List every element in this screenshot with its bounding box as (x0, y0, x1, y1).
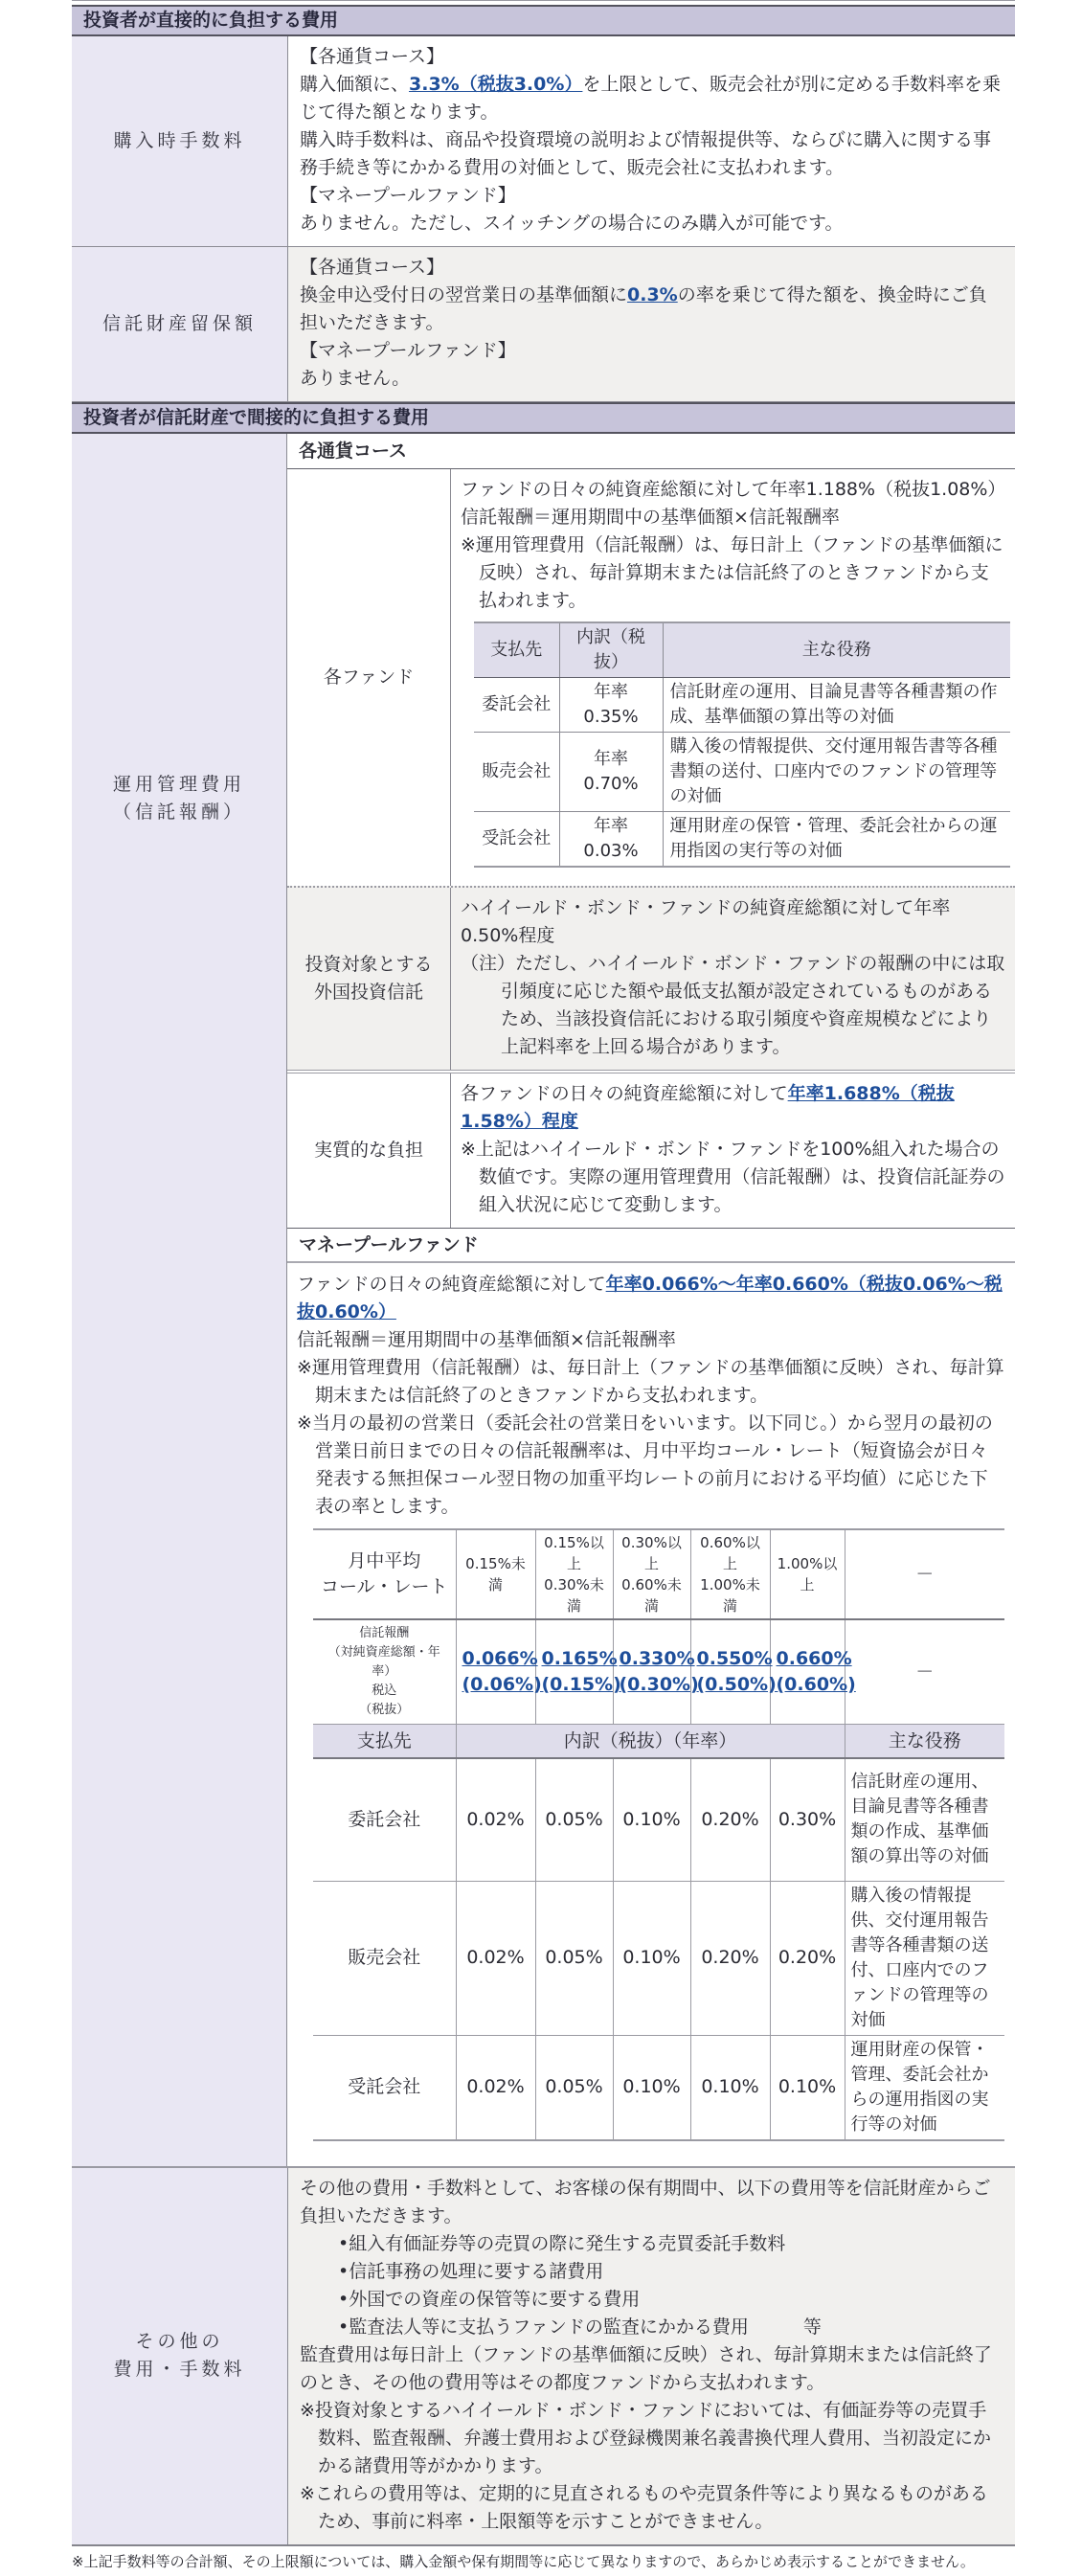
role-cell: 運用財産の保管・管理、委託会社からの運用指図の実行等の対価 (845, 2035, 1004, 2140)
bullet-item: •監査法人等に支払うファンドの監査にかかる費用 等 (338, 2316, 822, 2338)
purchase-fee-content (288, 36, 1015, 246)
paragraph: 信託報酬＝運用期間中の基準価額×信託報酬率 (461, 507, 840, 528)
row-label-purchase-fee (72, 36, 288, 246)
row-management-fee (72, 434, 1015, 2168)
foreign-trust-content (451, 888, 1015, 1070)
col-header-payee: 支払先 (313, 1725, 456, 1759)
rate-cell: 0.05% (535, 2035, 613, 2140)
note-paragraph: ※当月の最初の営業日（委託会社の営業日をいいます。以下同じ。）から翌月の最初の営業日前日までの日々の信託報酬率は、月中平均コール・レート（短資協会が日々発表する無担保コール翌日物の加重平均レートの前月における平均値）に応じた下表の率とします。 (297, 1412, 993, 1517)
bullet-item: •組入有価証券等の売買の際に発生する売買委託手数料 (338, 2232, 786, 2254)
paragraph (300, 282, 1003, 337)
row-label-text: 購入時手数料 (113, 130, 246, 151)
sublabel-text-line1: 投資対象とする (304, 954, 433, 975)
sublabel-foreign-trust (287, 888, 451, 1070)
rate-cell: 0.10% (613, 1758, 690, 1881)
fee-value-cell (690, 1619, 777, 1725)
course-heading: 【各通貨コース】 (300, 46, 445, 67)
bracket-cell (690, 1529, 770, 1619)
table-header-row (474, 622, 1010, 678)
rate-cell: 0.05% (535, 1758, 613, 1881)
section-band-direct-costs: 投資者が直接的に負担する費用 (72, 5, 1015, 36)
paragraph (297, 1271, 1005, 1326)
text-run: 購入価額に、 (300, 74, 410, 95)
text-run: 信託報酬 (359, 1626, 410, 1640)
paragraph: その他の費用・手数料として、お客様の保有期間中、以下の費用等を信託財産からご負担いただきます。 (300, 2177, 991, 2226)
moneypool-rate-table (313, 1528, 1004, 2141)
note-paragraph: ※投資対象とするハイイールド・ボンド・ファンドにおいては、有価証券等の売買手数料、監査報酬、弁護士費用および登録機関兼名義書換代理人費用、当初設定にかかる諸費用等がかかります。 (300, 2399, 992, 2476)
paragraph: ありません。ただし、スイッチングの場合にのみ購入が可能です。 (300, 213, 844, 234)
text-run: 税込 (372, 1683, 397, 1698)
rate-cell: 0.05% (535, 1881, 613, 2035)
rate-cell: 年率0.03% (559, 812, 663, 868)
rate-cell: 0.10% (770, 2035, 845, 2140)
sublabel-text-line2: 外国投資信託 (313, 982, 423, 1003)
text-run: コール・レート (320, 1576, 448, 1597)
moneypool-heading: 【マネープールファンド】 (300, 340, 516, 361)
emphasized-rate: 3.3%（税抜3.0%） (409, 74, 583, 95)
row-purchase-fee (72, 36, 1015, 247)
text-run: 0.30%以上 (621, 1534, 682, 1572)
call-rate-label-cell (313, 1529, 456, 1619)
fee-excl-value: (0.60%) (776, 1674, 856, 1695)
moneypool-subheader: マネープールファンド (287, 1228, 1015, 1263)
rate-cell: 0.10% (613, 2035, 690, 2140)
trust-fee-label-cell (313, 1619, 456, 1725)
note-paragraph: ※これらの費用等は、定期的に見直されるものや売買条件等により異なるものがあるため、事前に料率・上限額等を示すことができません。 (300, 2482, 988, 2532)
emphasized-rate: 年率1.688%（税抜1.58%）程度 (461, 1083, 955, 1132)
rate-cell: 0.10% (613, 1881, 690, 2035)
text-run: を上限として、販売会社が別に定める手数料率を乗じて得た額となります。 (300, 74, 1002, 123)
text-run: 0.15%未満 (465, 1555, 526, 1593)
currency-course-subheader: 各通貨コース (287, 434, 1015, 469)
each-fund-content (451, 469, 1015, 886)
sublabel-effective-burden (287, 1073, 451, 1228)
paragraph: ありません。 (300, 368, 411, 389)
paragraph: 監査費用は毎日計上（ファンドの基準価額に反映）され、毎計算期末または信託終了のとき、その他の費用等はその都度ファンドから支払われます。 (300, 2343, 992, 2393)
table-row (313, 1881, 1004, 2035)
table-row (474, 733, 1010, 812)
payee-header-row (313, 1725, 1004, 1759)
rate-cell: 年率0.35% (559, 678, 663, 733)
text-run: 0.60%未満 (621, 1576, 682, 1615)
fee-incl-value: 0.330% (619, 1648, 695, 1669)
role-cell: 購入後の情報提供、交付運用報告書等各種書類の送付、口座内でのファンドの管理等の対価 (845, 1881, 1004, 2035)
row-label-management-fee (72, 434, 287, 2166)
col-header-breakdown: 内訳（税抜）（年率） (456, 1725, 845, 1759)
fee-excl-value: (0.06%) (462, 1674, 542, 1695)
note-paragraph: ※上記はハイイールド・ボンド・ファンドを100%組入れた場合の数値です。実際の運用管理費用（信託報酬）は、投資信託証券の組入状況に応じて変動します。 (461, 1139, 1005, 1215)
note-paragraph: （注）ただし、ハイイールド・ボンド・ファンドの報酬の中には取引頻度に応じた額や最低支払額が設定されているものがあるため、当該投資信託における取引頻度や資産規模などにより上記料率を上回る場合があります。 (461, 953, 1005, 1057)
text-run: 0.60%以上 (700, 1534, 760, 1572)
fee-excl-value: (0.15%) (541, 1674, 621, 1695)
sublabel-each-fund (287, 469, 451, 886)
rate-cell: 0.20% (690, 1758, 770, 1881)
other-fees-content (288, 2168, 1015, 2544)
table-row (474, 812, 1010, 868)
note-paragraph: ※運用管理費用（信託報酬）は、毎日計上（ファンドの基準価額に反映）され、毎計算期末または信託終了のときファンドから支払われます。 (461, 534, 1003, 611)
table-row (313, 2035, 1004, 2140)
dash-cell: － (845, 1529, 1004, 1619)
row-retention-amount (72, 247, 1015, 402)
text-run: ファンドの日々の純資産総額に対して (297, 1274, 606, 1295)
table-row (474, 678, 1010, 733)
col-header-role: 主な役務 (663, 622, 1010, 678)
fund-fee-breakdown-table (474, 621, 1010, 868)
fee-incl-value: 0.165% (541, 1648, 618, 1669)
bullet-item: •外国での資産の保管等に要する費用 (338, 2288, 641, 2310)
bracket-cell (613, 1529, 690, 1619)
paragraph: ハイイールド・ボンド・ファンドの純資産総額に対して年率0.50%程度 (461, 897, 951, 946)
subrow-effective-burden (287, 1070, 1015, 1228)
effective-burden-content (451, 1073, 1015, 1228)
management-fee-content (287, 434, 1015, 2166)
role-cell: 信託財産の運用、目論見書等各種書類の作成、基準価額の算出等の対価 (845, 1758, 1004, 1881)
subrow-foreign-trust (287, 886, 1015, 1070)
rate-cell: 0.02% (456, 1758, 535, 1881)
fee-value-cell (770, 1619, 856, 1725)
bracket-cell (535, 1529, 613, 1619)
text-run: 各ファンドの日々の純資産総額に対して (461, 1083, 788, 1104)
payee-cell: 販売会社 (474, 733, 559, 812)
moneypool-content (287, 1263, 1015, 2166)
course-heading: 【各通貨コース】 (300, 257, 445, 278)
fee-value-cell (613, 1619, 699, 1725)
bottom-footnote: ※上記手数料等の合計額、その上限額については、購入金額や保有期間等に応じて異なりますので、あらかじめ表示することができません。 (72, 2552, 975, 2570)
col-header-payee: 支払先 (474, 622, 559, 678)
trust-fee-row (313, 1619, 1004, 1725)
rate-cell: 0.02% (456, 2035, 535, 2140)
fee-value-cell (456, 1619, 542, 1725)
paragraph (300, 71, 1003, 126)
text-run: 0.30%未満 (544, 1576, 604, 1615)
fee-incl-value: 0.660% (776, 1648, 852, 1669)
call-rate-header-row (313, 1529, 1004, 1619)
payee-cell: 受託会社 (474, 812, 559, 868)
payee-cell: 委託会社 (313, 1758, 456, 1881)
payee-cell: 受託会社 (313, 2035, 456, 2140)
sublabel-text: 各ファンド (323, 667, 415, 688)
row-label-other-fees (72, 2168, 288, 2544)
payee-cell: 委託会社 (474, 678, 559, 733)
role-cell: 運用財産の保管・管理、委託会社からの運用指図の実行等の対価 (663, 812, 1010, 868)
text-run: （税抜） (359, 1703, 410, 1717)
fund-fee-document (72, 0, 1015, 2546)
emphasized-rate: 0.3% (627, 284, 678, 305)
subrow-each-fund (287, 469, 1015, 886)
paragraph: ファンドの日々の純資産総額に対して年率1.188%（税抜1.08%） (461, 479, 1006, 500)
row-label-text-line2: （信託報酬） (112, 802, 245, 823)
emphasized-rate: 年率0.066%～年率0.660%（税抜0.06%～税抜0.60%） (297, 1274, 1003, 1322)
rate-cell: 0.30% (770, 1758, 845, 1881)
row-label-retention-amount (72, 247, 288, 401)
text-run: （対純資産総額・年率） (327, 1645, 440, 1679)
sublabel-text: 実質的な負担 (313, 1140, 423, 1161)
fee-incl-value: 0.550% (696, 1648, 773, 1669)
dash-cell: － (845, 1619, 1004, 1725)
text-run: 1.00%以上 (777, 1555, 838, 1593)
role-cell: 購入後の情報提供、交付運用報告書等各種書類の送付、口座内でのファンドの管理等の対価 (663, 733, 1010, 812)
text-run: 1.00%未満 (700, 1576, 760, 1615)
fee-excl-value: (0.50%) (696, 1674, 777, 1695)
bullet-item: •信託事務の処理に要する諸費用 (338, 2260, 604, 2282)
text-run: 0.15%以上 (544, 1534, 604, 1572)
payee-cell: 販売会社 (313, 1881, 456, 2035)
paragraph: 信託報酬＝運用期間中の基準価額×信託報酬率 (297, 1329, 676, 1350)
fee-excl-value: (0.30%) (619, 1674, 699, 1695)
rate-cell: 0.20% (770, 1881, 845, 2035)
rate-cell: 0.20% (690, 1881, 770, 2035)
section-band-indirect-costs: 投資者が信託財産で間接的に負担する費用 (72, 402, 1015, 434)
fee-value-cell (535, 1619, 621, 1725)
rate-cell: 年率0.70% (559, 733, 663, 812)
bracket-cell (770, 1529, 845, 1619)
paragraph (461, 1080, 1005, 1136)
row-label-text-line1: その他の (135, 2331, 224, 2352)
row-other-fees (72, 2168, 1015, 2546)
retention-content (288, 247, 1015, 401)
fee-incl-value: 0.066% (462, 1648, 538, 1669)
moneypool-heading: 【マネープールファンド】 (300, 185, 516, 206)
paragraph: 購入時手数料は、商品や投資環境の説明および情報提供等、ならびに購入に関する事務手続き等にかかる費用の対価として、販売会社に支払われます。 (300, 129, 992, 178)
text-run: の率を乗じて得た額を、換金時にご負担いただきます。 (300, 284, 987, 333)
table-row (313, 1758, 1004, 1881)
text-run: 月中平均 (348, 1550, 421, 1571)
rate-cell: 0.02% (456, 1881, 535, 2035)
bracket-cell (456, 1529, 535, 1619)
rate-cell: 0.10% (690, 2035, 770, 2140)
row-label-text-line1: 運用管理費用 (112, 774, 245, 795)
role-cell: 信託財産の運用、目論見書等各種書類の作成、基準価額の算出等の対価 (663, 678, 1010, 733)
note-paragraph: ※運用管理費用（信託報酬）は、毎日計上（ファンドの基準価額に反映）され、毎計算期末または信託終了のときファンドから支払われます。 (297, 1357, 1004, 1406)
text-run: 換金申込受付日の翌営業日の基準価額に (300, 284, 628, 305)
row-label-text-line2: 費用・手数料 (113, 2359, 246, 2380)
row-label-text: 信託財産留保額 (101, 313, 257, 334)
col-header-role: 主な役務 (845, 1725, 1004, 1759)
col-header-breakdown: 内訳（税抜） (559, 622, 663, 678)
